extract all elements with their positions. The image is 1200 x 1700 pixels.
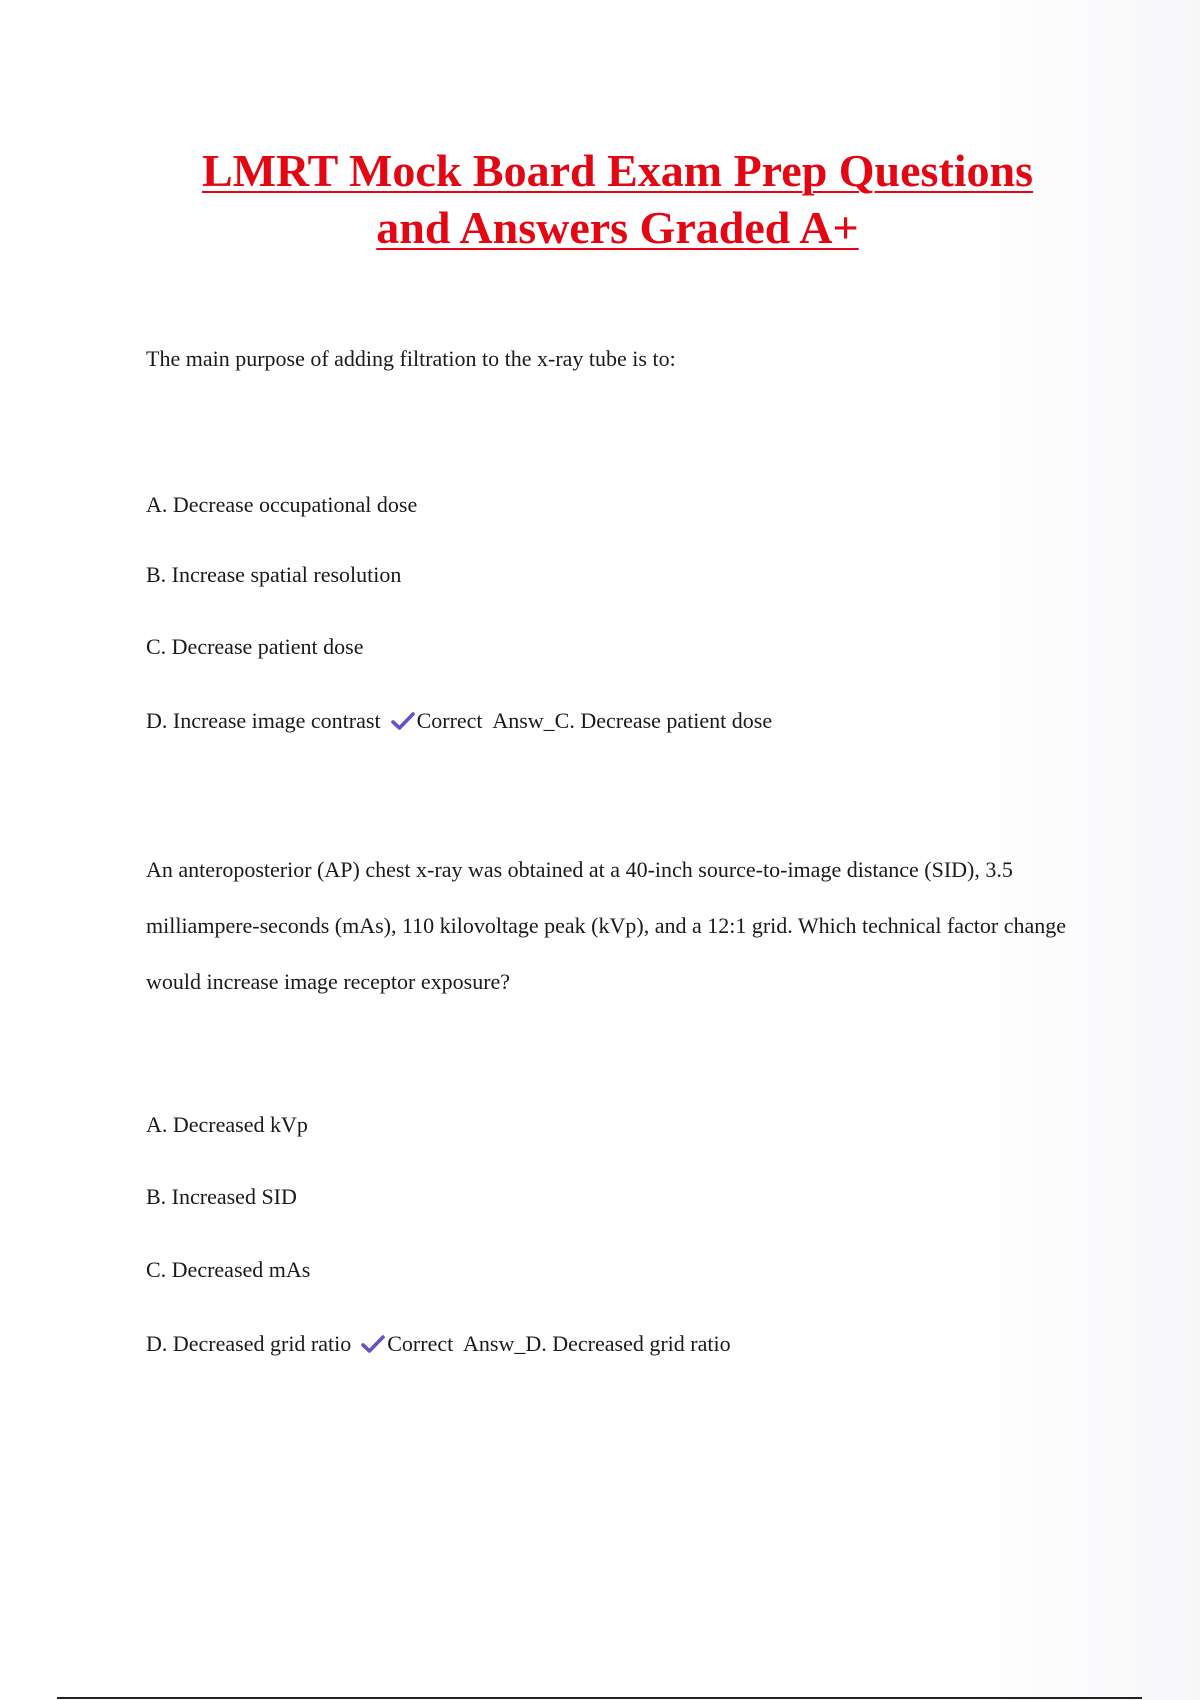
- footer-divider: [57, 1697, 1142, 1699]
- question-2-option-a: A. Decreased kVp: [146, 1112, 308, 1137]
- question-1-option-c: C. Decrease patient dose: [146, 634, 364, 659]
- question-2-option-b: B. Increased SID: [146, 1184, 297, 1209]
- title-line-1: LMRT Mock Board Exam Prep Questions: [201, 145, 1034, 196]
- checkmark-icon: [391, 711, 415, 731]
- question-2-option-d: D. Decreased grid ratio: [146, 1331, 352, 1356]
- title-line-2: and Answers Graded A+: [376, 202, 859, 253]
- question-1-option-d: D. Increase image contrast: [146, 708, 381, 733]
- question-1-option-a: A. Decrease occupational dose: [146, 492, 418, 517]
- question-2-answer: Correct Answ_D. Decreased grid ratio: [387, 1331, 731, 1356]
- checkmark-icon: [361, 1334, 385, 1354]
- question-1-text: The main purpose of adding filtration to the x-ray tube is to:: [146, 346, 676, 371]
- document-title: [100, 142, 1135, 256]
- question-2-option-d-row: [146, 1330, 731, 1358]
- question-2-option-c: C. Decreased mAs: [146, 1257, 311, 1282]
- question-1-option-b: B. Increase spatial resolution: [146, 562, 402, 587]
- question-2-text: An anteroposterior (AP) chest x-ray was obtained at a 40-inch source-to-image distance (SID), 3.5 milliampere-seconds (mAs), 110 kilovoltage peak (kVp), and a 12:1 grid. Which technical factor change would increase image receptor exposure?: [146, 857, 1067, 994]
- question-1-answer: Correct Answ_C. Decrease patient dose: [416, 708, 773, 733]
- question-1-option-d-row: [146, 707, 772, 735]
